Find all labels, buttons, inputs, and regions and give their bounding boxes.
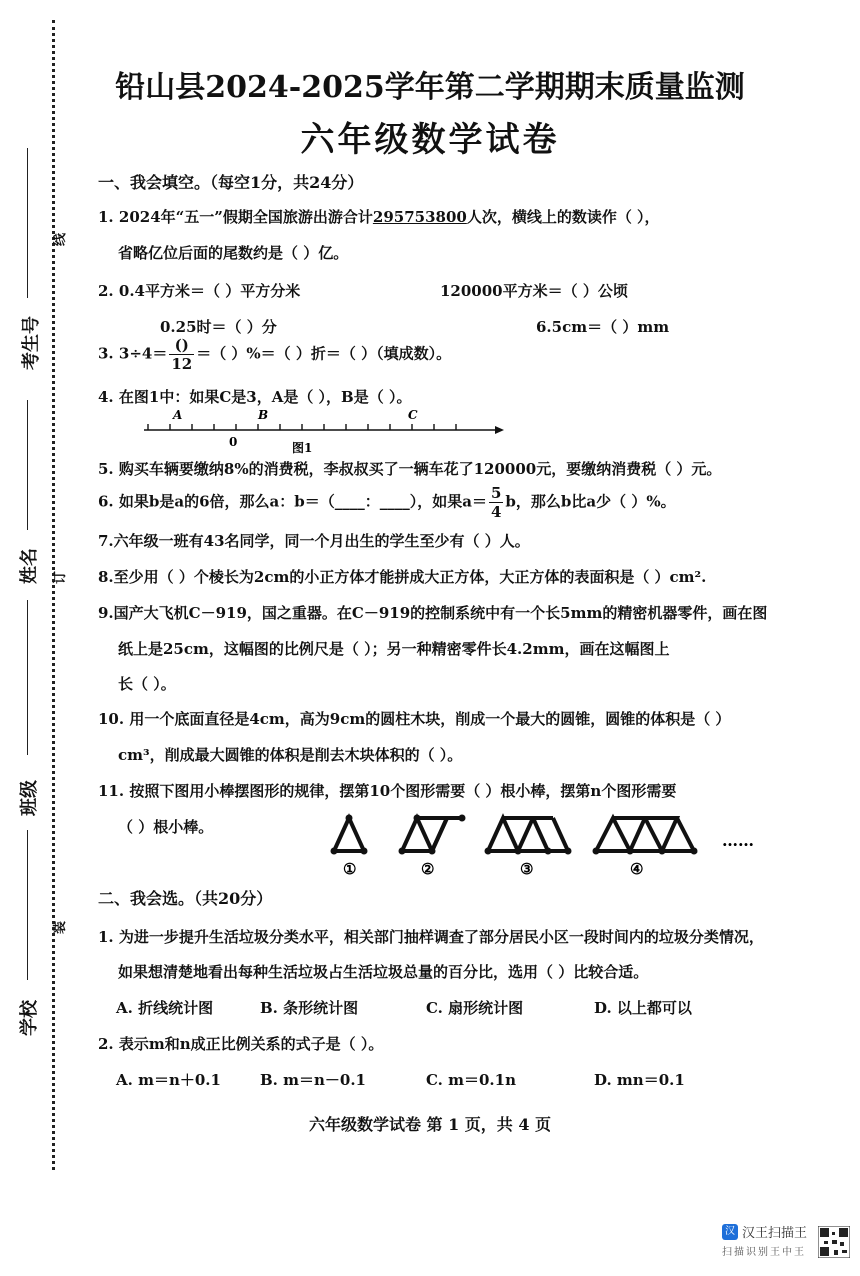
class-label: 班级 (19, 780, 40, 816)
school-line (27, 830, 28, 980)
binding-mark-zhuang: 装 (53, 920, 69, 935)
question-4: 4. 在图1中：如果C是3，A是（ ），B是（ ）。 (98, 388, 412, 406)
choice-question-1-line1: 1. 为进一步提升生活垃圾分类水平，相关部门抽样调查了部分居民小区一段时间内的垃圾分类情况， (98, 928, 764, 946)
q1-option-c: C. 扇形统计图 (426, 999, 524, 1017)
binding-mark-xian: 线 (53, 232, 69, 247)
qr-code-icon (818, 1226, 850, 1258)
class-line (27, 600, 28, 755)
q6-text-b: b，那么b比a少（ ）%。 (505, 492, 676, 511)
q2-option-a: A. m＝n＋0.1 (116, 1071, 221, 1089)
pattern-label-1: ① (343, 860, 357, 878)
q6-fraction (489, 484, 503, 521)
pattern-label-4: ④ (630, 860, 644, 878)
q1-text-b: 人次，横线上的数读作（ ）， (466, 208, 660, 226)
scanner-watermark (722, 1222, 807, 1258)
name-label: 姓名 (19, 548, 40, 584)
question-9-line1: 9.国产大飞机C－919，国之重器。在C－919的控制系统中有一个长5mm的精密机器零件，画在图 (98, 604, 768, 622)
pattern-1 (334, 818, 364, 851)
question-6 (98, 484, 676, 521)
pattern-4 (596, 818, 694, 851)
q3-fraction (169, 336, 194, 373)
q2-option-c: C. m＝0.1n (426, 1071, 516, 1089)
q1-option-b: B. 条形统计图 (260, 999, 359, 1017)
number-line-figure (140, 404, 510, 456)
q6-text-a: 6. 如果b是a的6倍，那么a：b＝（____：____），如果a＝ (98, 492, 487, 511)
q2-option-d: D. mn＝0.1 (594, 1071, 685, 1089)
q3-text-b: ＝（ ）%＝（ ）折＝（ ）（填成数）。 (196, 344, 452, 363)
page-footer: 六年级数学试卷 第 1 页，共 4 页 (308, 1115, 552, 1134)
question-1-line2: 省略亿位后面的尾数约是（ ）亿。 (118, 244, 349, 262)
question-9-line2: 纸上是25cm，这幅图的比例尺是（ ）；另一种精密零件长4.2mm，画在这幅图上 (118, 640, 670, 658)
question-10-line1: 10. 用一个底面直径是4cm，高为9cm的圆柱木块，削成一个最大的圆锥，圆锥的体积是（ ） (98, 710, 731, 728)
binding-dotted-line (52, 20, 55, 1170)
triangle-pattern-figure (320, 806, 780, 878)
label-b: B (258, 408, 269, 422)
q1-text-a: 1. 2024年“五一”假期全国旅游出游合计 (98, 208, 373, 226)
section1-heading: 一、我会填空。（每空1分，共24分） (98, 173, 364, 192)
pattern-3 (488, 818, 568, 851)
q1-number: 295753800 (372, 208, 467, 226)
q6-frac-num: 5 (490, 484, 502, 502)
q3-frac-num: () (169, 336, 194, 355)
exam-title: 铅山县2024-2025学年第二学期期末质量监测 (115, 70, 745, 105)
question-2-c: 0.25时＝（ ）分 (160, 318, 277, 336)
q6-frac-den: 4 (490, 503, 502, 521)
question-2-d: 6.5cm＝（ ）mm (536, 318, 670, 336)
school-label: 学校 (19, 1000, 40, 1036)
question-2-a: 2. 0.4平方米＝（ ）平方分米 (98, 282, 301, 300)
question-10-line2: cm³，削成最大圆锥的体积是削去木块体积的（ ）。 (118, 746, 463, 764)
figure1-caption: 图1 (292, 441, 313, 455)
q1-option-a: A. 折线统计图 (116, 999, 214, 1017)
number-line-arrow (495, 426, 504, 434)
choice-question-1-line2: 如果想清楚地看出每种生活垃圾占生活垃圾总量的百分比，选用（ ）比较合适。 (118, 963, 649, 981)
scanner-slogan: 扫描识别王中王 (722, 1247, 806, 1258)
scanner-brand: 汉王扫描王 (742, 1226, 808, 1241)
section2-heading: 二、我会选。（共20分） (98, 889, 273, 908)
question-5: 5. 购买车辆要缴纳8%的消费税，李叔叔买了一辆车花了120000元，要缴纳消费税（ ）元。 (98, 460, 722, 478)
number-line-ticks (148, 424, 456, 430)
question-1-line1 (98, 206, 660, 227)
pattern-label-2: ② (421, 860, 435, 878)
pattern-ellipsis: …… (722, 831, 754, 850)
question-8: 8.至少用（ ）个棱长为2cm的小正方体才能拼成大正方体，大正方体的表面积是（ ）cm². (98, 568, 707, 586)
exam-subtitle: 六年级数学试卷 (300, 120, 560, 160)
question-9-line3: 长（ ）。 (118, 675, 176, 693)
label-zero: 0 (229, 435, 238, 449)
pattern-label-3: ③ (520, 860, 534, 878)
name-line (27, 400, 28, 530)
label-c: C (408, 408, 418, 422)
q2-option-b: B. m＝n－0.1 (260, 1071, 366, 1089)
question-11-line1: 11. 按照下图用小棒摆图形的规律，摆第10个图形需要（ ）根小棒，摆第n个图形需要 (98, 782, 677, 800)
q3-frac-den: 12 (171, 355, 193, 373)
choice-question-2: 2. 表示m和n成正比例关系的式子是（ ）。 (98, 1035, 384, 1053)
binding-mark-ding: 订 (53, 570, 69, 585)
question-11-line2: （ ）根小棒。 (118, 818, 214, 836)
exam-no-label: 考生号 (21, 316, 42, 370)
q1-option-d: D. 以上都可以 (594, 999, 692, 1017)
q3-text-a: 3. 3÷4＝ (98, 344, 168, 363)
scanner-logo-icon: 汉 (722, 1224, 738, 1240)
question-3 (98, 336, 451, 373)
label-a: A (173, 408, 183, 422)
exam-no-line (27, 148, 28, 298)
question-7: 7.六年级一班有43名同学，同一个月出生的学生至少有（ ）人。 (98, 532, 530, 550)
pattern-2 (402, 818, 462, 851)
question-2-b: 120000平方米＝（ ）公顷 (440, 282, 628, 300)
